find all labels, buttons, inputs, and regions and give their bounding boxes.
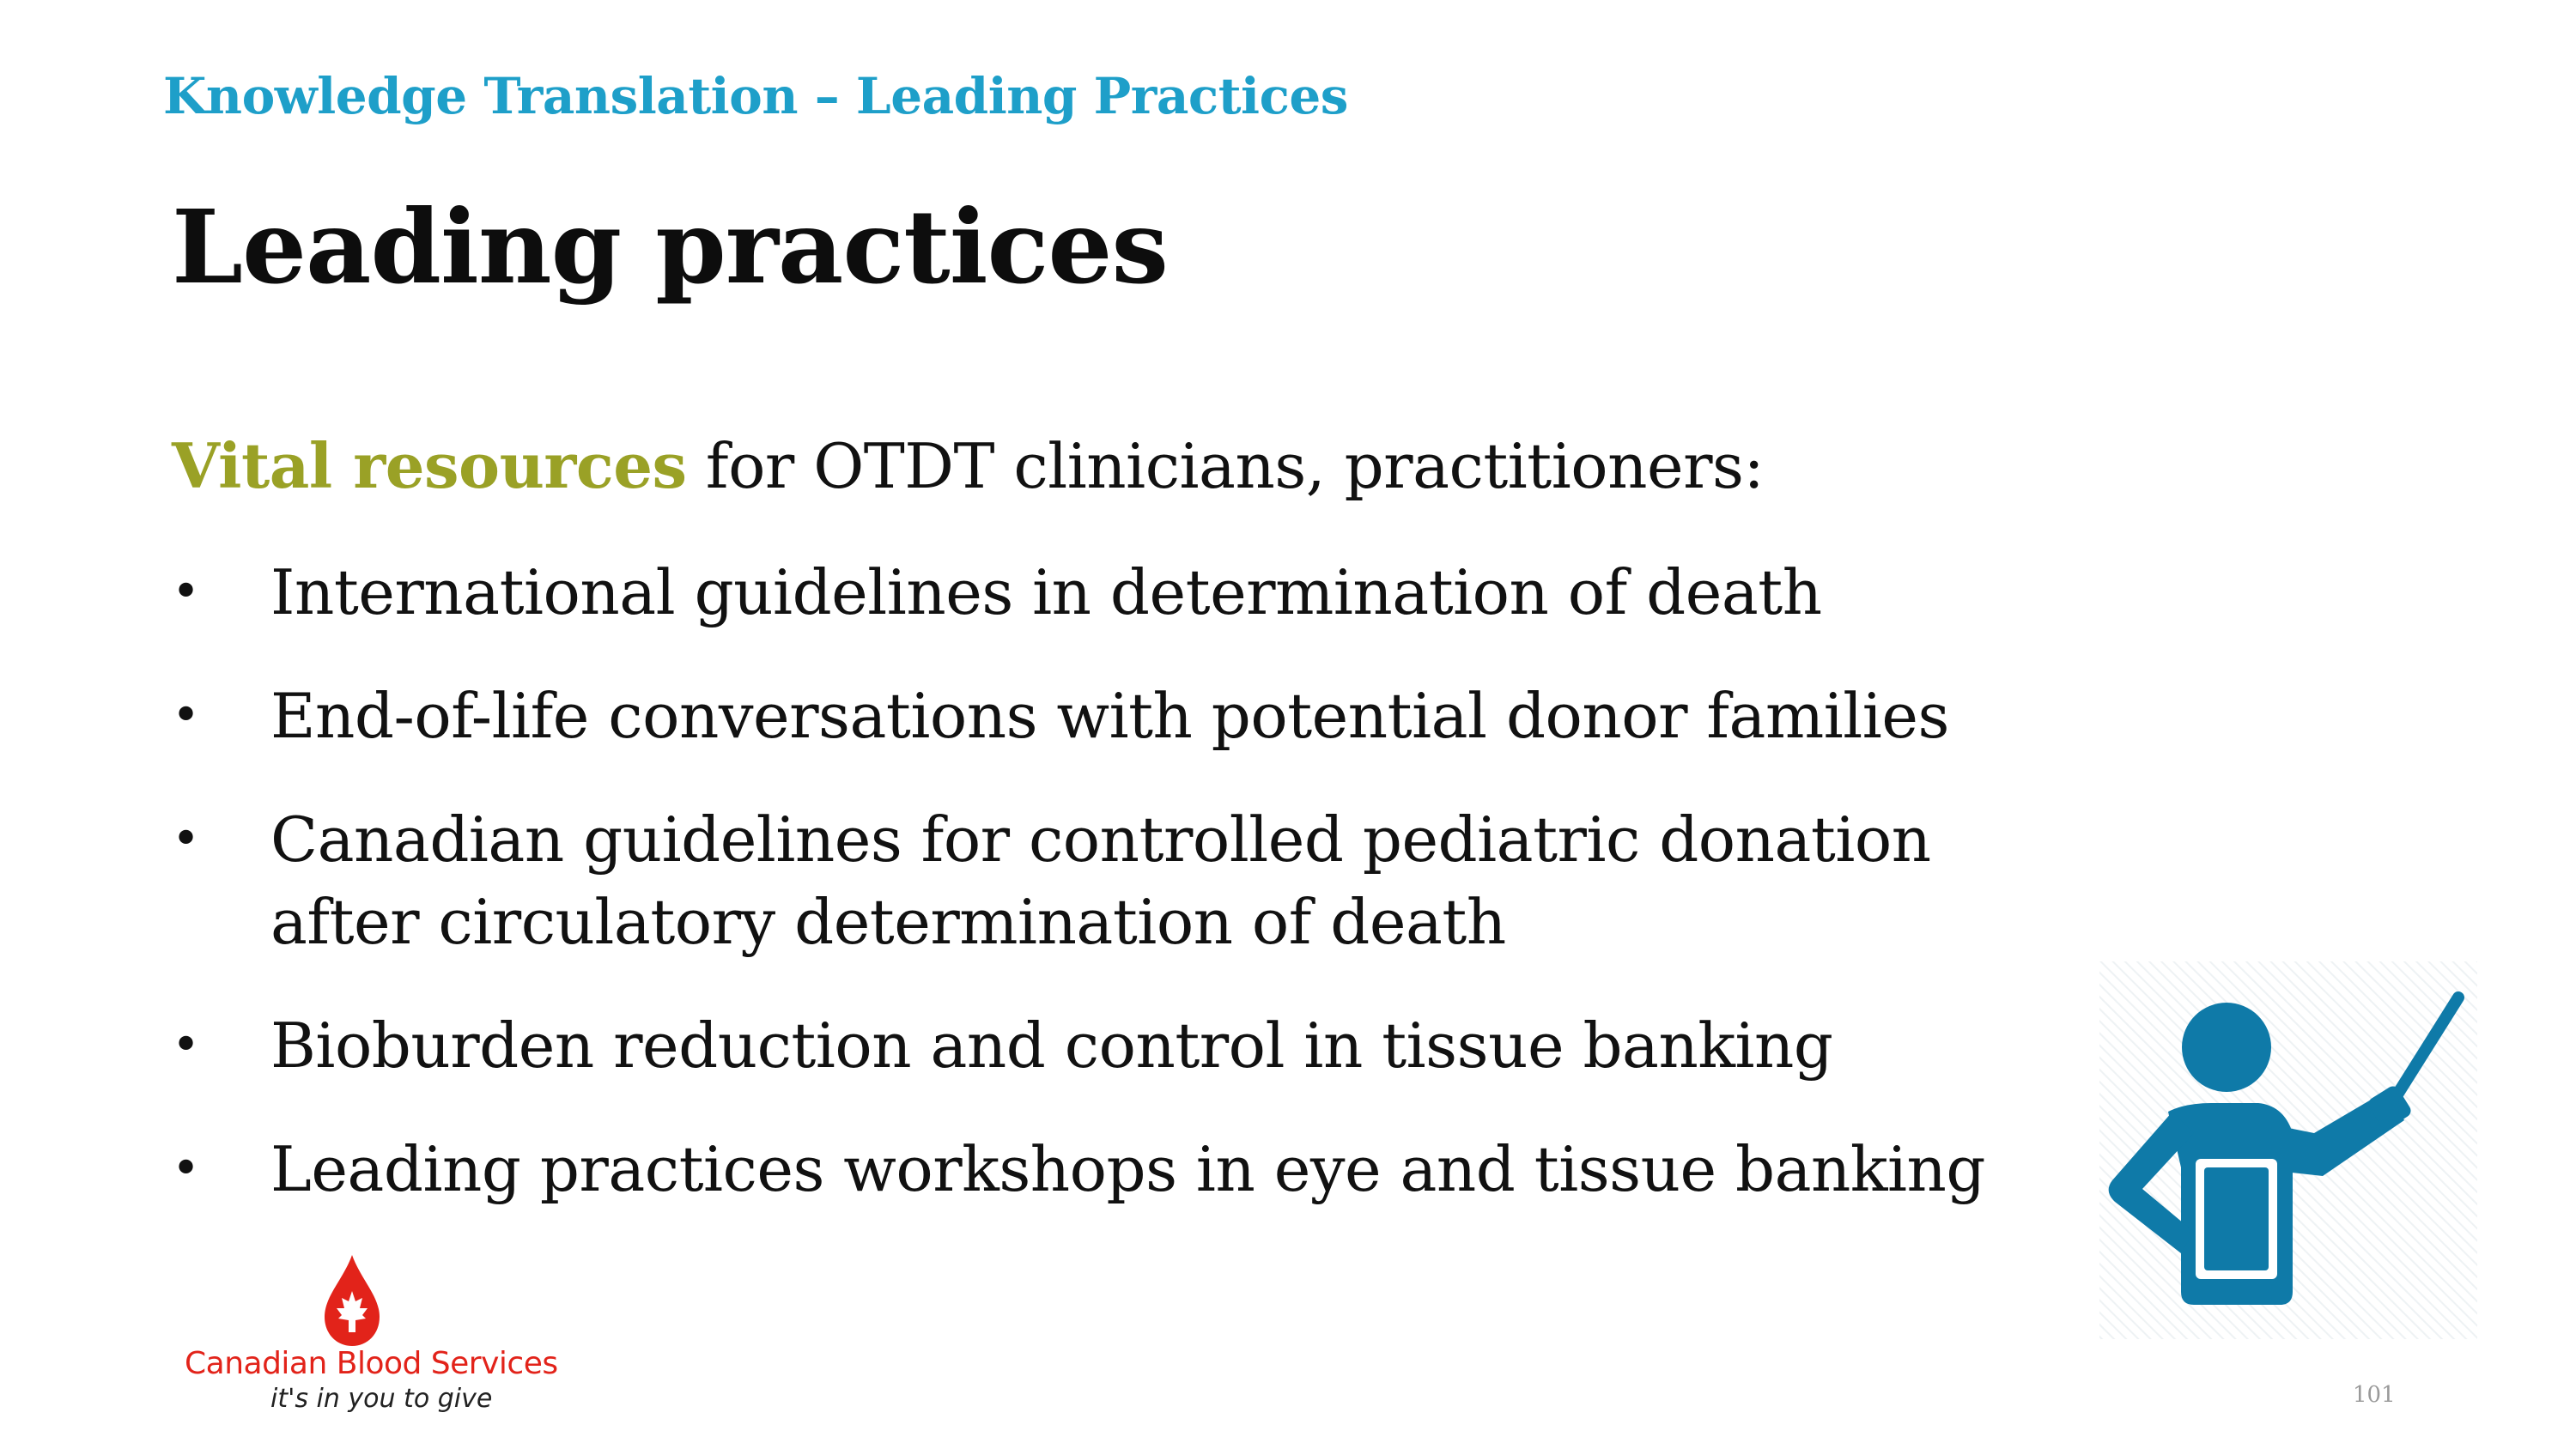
bullet-item [172, 551, 2061, 634]
bullet-text: End-of-life conversations with potential donor families [270, 680, 1949, 752]
logo-tagline: it's in you to give [270, 1384, 493, 1414]
bullet-text: Canadian guidelines for controlled pediatric donation after circulatory determination of death [270, 803, 1931, 958]
bullet-marker: • [172, 1017, 200, 1073]
intro-rest: for OTDT clinicians, practitioners: [686, 430, 1765, 502]
logo-name: Canadian Blood Services [185, 1346, 558, 1381]
intro-highlight: Vital resources [172, 429, 687, 502]
bullet-marker: • [172, 1141, 200, 1197]
teacher-pointer-icon [2099, 961, 2477, 1339]
bullet-item [172, 675, 2061, 757]
section-title: Knowledge Translation – Leading Practices [163, 67, 1348, 125]
intro-line [172, 429, 1764, 502]
page-number: 101 [2353, 1382, 2396, 1408]
blood-drop-maple-leaf-icon [318, 1253, 386, 1348]
bullet-marker: • [172, 811, 200, 867]
bullet-text: Bioburden reduction and control in tissue banking [270, 1009, 1833, 1082]
logo [176, 1253, 558, 1416]
bullet-text: Leading practices workshops in eye and tissue banking [270, 1133, 1985, 1205]
bullet-item [172, 1004, 2061, 1087]
bullet-marker: • [172, 688, 200, 743]
bullet-item [172, 1128, 2061, 1210]
bullet-marker: • [172, 564, 200, 620]
page-title: Leading practices [172, 187, 1168, 306]
bullet-item [172, 798, 2061, 963]
bullet-text: International guidelines in determination of death [270, 556, 1822, 628]
bullet-list [172, 551, 2061, 1252]
